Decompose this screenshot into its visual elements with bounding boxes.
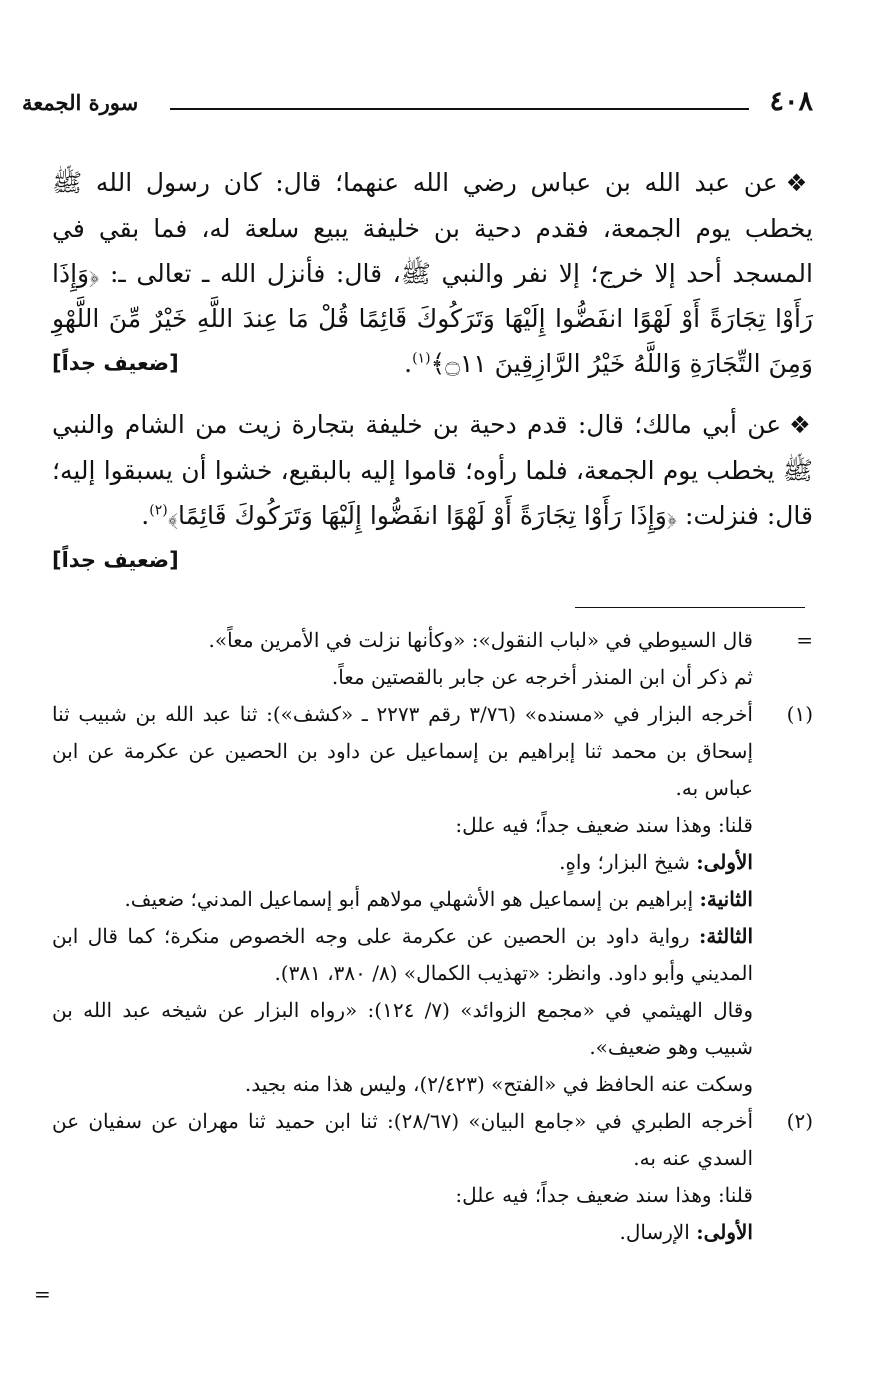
- footnote-1-mark: (١): [786, 702, 813, 726]
- footnote-1-line: الثانية: إبراهيم بن إسماعيل هو الأشهلي مولاهم أبو إسماعيل المدني؛ ضعيف.: [124, 887, 753, 911]
- footnote-carry: [52, 622, 813, 659]
- footnote-2-mark: (٢): [786, 1109, 813, 1133]
- surah-title: سورة الجمعة: [22, 90, 139, 115]
- grade-label-1: [ضعيف جداً]: [52, 351, 179, 375]
- bullet-icon: ❖: [789, 411, 814, 439]
- footnote-1-line: وسكت عنه الحافظ في «الفتح» (٢/٤٢٣)، وليس هذا منه بجيد.: [244, 1072, 753, 1096]
- footnote-2-text: أخرجه الطبري في «جامع البيان» (٢٨/٦٧): ثنا ابن حميد ثنا مهران عن سفيان عن السدي عنه به.: [52, 1109, 753, 1170]
- footnote-1-line: الثالثة: رواية داود بن الحصين عن عكرمة على وجه الخصوص منكرة؛ كما قال ابن المديني وأبو داود. وانظر: «تهذيب الكمال» (٨/ ٣٨٠، ٣٨١).: [52, 924, 753, 985]
- footnote-2: [52, 1103, 813, 1177]
- footnote-1-line: قلنا: وهذا سند ضعيف جداً؛ فيه علل:: [455, 813, 753, 837]
- hadith-end-1: .: [404, 349, 413, 378]
- hadith-paragraph-1: [52, 160, 813, 386]
- footnote-separator: [575, 607, 805, 608]
- hadith-end-2: .: [141, 501, 150, 530]
- carry-line-2: ثم ذكر أن ابن المنذر أخرجه عن جابر بالقصتين معاً.: [331, 665, 753, 689]
- footnote-2-line: الأولى: الإرسال.: [619, 1220, 753, 1244]
- grade-label-2: [ضعيف جداً]: [52, 548, 179, 572]
- footnotes: [52, 622, 813, 1251]
- footnote-1-text: أخرجه البزار في «مسنده» (٣/٧٦ رقم ٢٢٧٣ ـ «كشف»): ثنا عبد الله بن شبيب ثنا إسحاق بن محمد ثنا إبراهيم بن إسماعيل عن داود بن الحصين عن عكرمة عن ابن عباس به.: [52, 702, 753, 800]
- footnote-ref-1: (١): [412, 350, 431, 367]
- header-rule: [170, 108, 749, 110]
- page-end-continuation-mark: =: [34, 1282, 51, 1306]
- continuation-mark: =: [796, 628, 813, 652]
- carry-line-1: قال السيوطي في «لباب النقول»: «وكأنها نزلت في الأمرين معاً».: [208, 628, 753, 652]
- page-number: ٤٠٨: [769, 86, 813, 117]
- bullet-icon: ❖: [785, 169, 814, 197]
- footnote-ref-2: (٢): [149, 502, 168, 519]
- footnote-1: [52, 696, 813, 807]
- hadith-text-2: عن أبي مالك؛ قال: قدم دحية بن خليفة بتجارة زيت من الشام والنبي ﷺ يخطب يوم الجمعة، فلما رأوه؛ قاموا إليه بالبقيع، خشوا أن يسبقوا إليه؛ قال: فنزلت: ﴿وَإِذَا رَأَوْا تِجَارَةً أَوْ لَهْوًا انفَضُّوا إِلَيْهَا وَتَرَكُوكَ قَائِمًا﴾: [52, 410, 813, 530]
- hadith-paragraph-2: [52, 402, 813, 583]
- footnote-1-line: الأولى: شيخ البزار؛ واهٍ.: [559, 850, 753, 874]
- footnote-2-line: قلنا: وهذا سند ضعيف جداً؛ فيه علل:: [455, 1183, 753, 1207]
- hadith-text-1: عن عبد الله بن عباس رضي الله عنهما؛ قال: كان رسول الله ﷺ يخطب يوم الجمعة، فقدم دحية بن خليفة يبيع سلعة له، فما بقي في المسجد أحد إلا خرج؛ إلا نفر والنبي ﷺ، قال: فأنزل الله ـ تعالى ـ: ﴿وَإِذَا رَأَوْا تِجَارَةً أَوْ لَهْوًا انفَضُّوا إِلَيْهَا وَتَرَكُوكَ قَائِمًا قُلْ مَا عِندَ اللَّهِ خَيْرٌ مِّنَ اللَّهْوِ وَمِنَ التِّجَارَةِ وَاللَّهُ خَيْرُ الرَّازِقِينَ ۝١١﴾: [52, 168, 813, 378]
- footnote-1-line: وقال الهيثمي في «مجمع الزوائد» (٧/ ١٢٤): «رواه البزار عن شيخه عبد الله بن شبيب وهو ضعيف».: [52, 998, 753, 1059]
